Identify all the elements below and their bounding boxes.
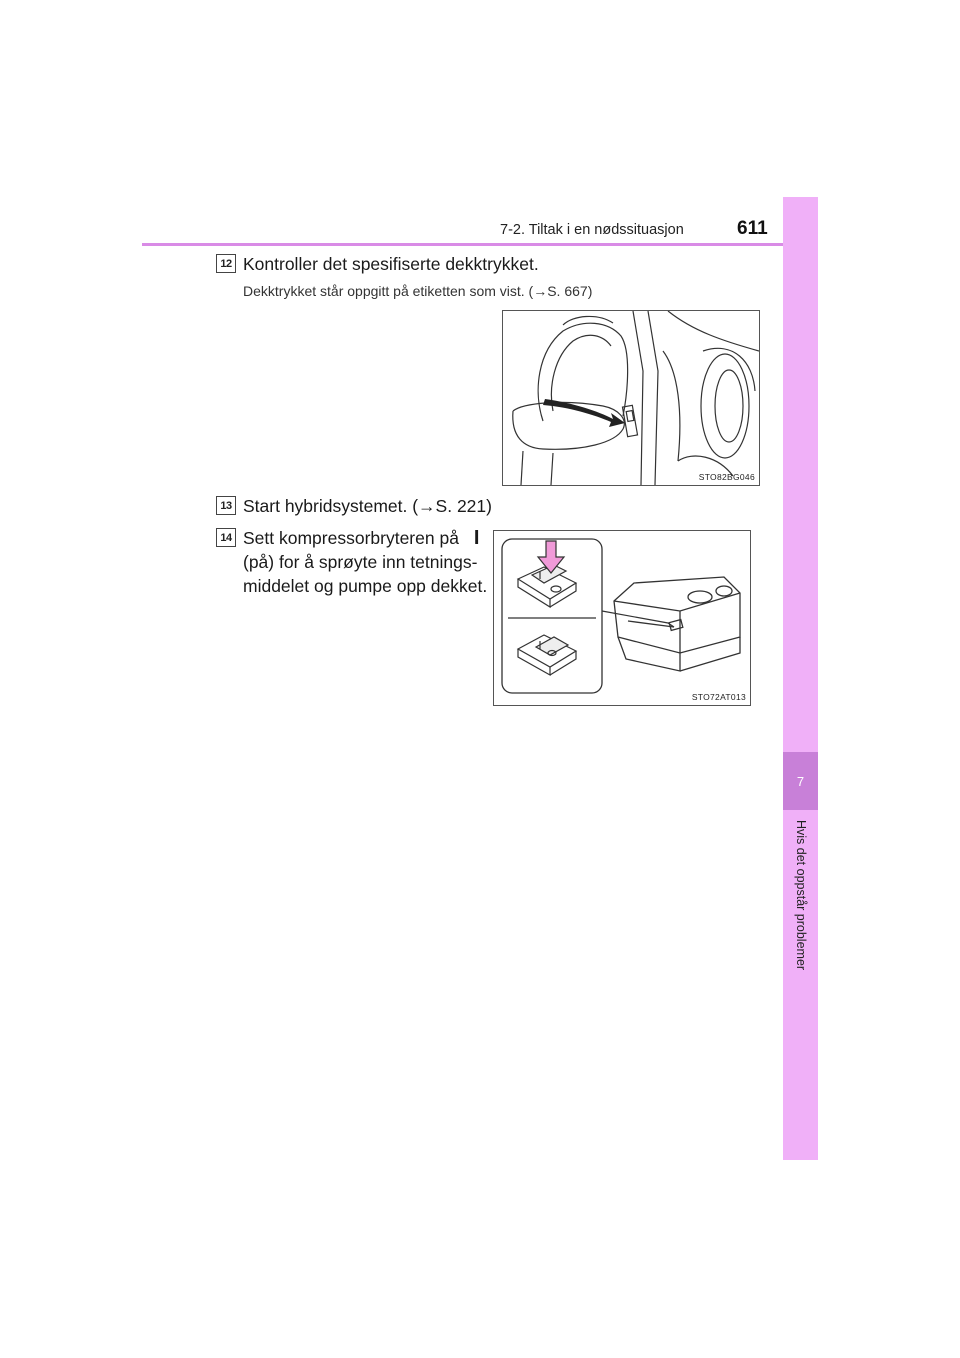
step-number-13: 13 (216, 496, 236, 515)
figure-code: STO82BG046 (698, 472, 755, 482)
step-number-14: 14 (216, 528, 236, 547)
step-14-line-3: middelet og pumpe opp dekket. (243, 576, 488, 596)
compressor-switch-figure (493, 530, 751, 706)
compressor-illustration (494, 531, 750, 705)
step-number-12: 12 (216, 254, 236, 273)
step-14-line-1 (243, 526, 527, 550)
step-14-line-1-text: Sett kompressorbryteren på (243, 528, 459, 548)
switch-on-symbol: I (473, 527, 480, 549)
step-14-line-2: (på) for å sprøyte inn tetnings- (243, 552, 478, 572)
step-14-text (243, 526, 527, 598)
step-13-text: Start hybridsystemet. (→S. 221) (243, 496, 492, 516)
step-12-note: Dekktrykket står oppgitt på etiketten som vist. (→S. 667) (243, 283, 593, 299)
step-12-text: Kontroller det spesifiserte dekktrykket. (243, 254, 539, 274)
section-title: 7-2. Tiltak i en nødssituasjon (500, 222, 684, 238)
page-number: 611 (737, 218, 768, 239)
chapter-number: 7 (783, 752, 818, 810)
figure-code: STO72AT013 (691, 692, 746, 702)
chapter-title (786, 820, 816, 1000)
header-divider (142, 243, 818, 246)
chapter-side-tab (783, 197, 818, 1160)
chapter-title-text: Hvis det oppstår problemer (794, 820, 808, 971)
car-door-illustration (503, 311, 759, 485)
tire-pressure-label-figure (502, 310, 760, 486)
